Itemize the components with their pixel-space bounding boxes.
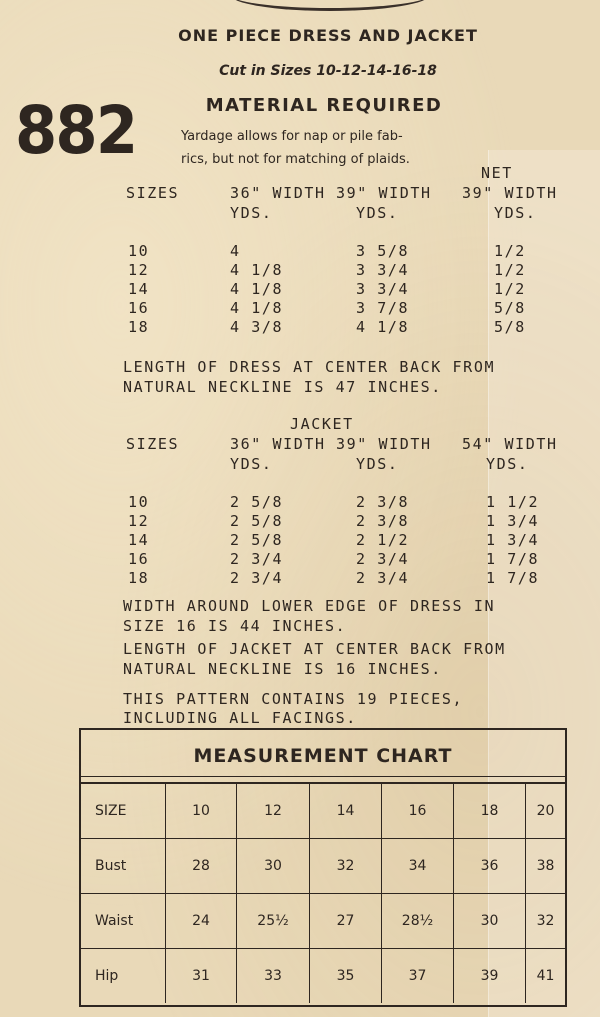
jacket-cell: 2 3/4 [230, 550, 284, 568]
jacket-cell: 2 3/4 [356, 550, 410, 568]
dress-cell: 4 1/8 [230, 280, 284, 298]
yardage-note-line2: rics, but not for matching of plaids. [181, 152, 410, 167]
measurement-chart [79, 728, 567, 1007]
table-cell: 18 [454, 783, 526, 839]
jacket-cell: 16 [128, 550, 150, 568]
dress-cell: 4 1/8 [356, 318, 410, 336]
jacket-note-2: SIZE 16 IS 44 INCHES. [123, 617, 347, 635]
cut-sizes: Cut in Sizes 10-12-14-16-18 [219, 63, 437, 79]
chart-divider [81, 776, 565, 777]
dress-header-39: 39" WIDTH [336, 184, 432, 202]
pattern-number: 882 [15, 92, 137, 169]
table-cell: 16 [382, 783, 454, 839]
table-cell: 33 [237, 949, 310, 1004]
table-cell: 20 [526, 783, 566, 839]
dress-cell: 10 [128, 242, 150, 260]
yardage-note-line1: Yardage allows for nap or pile fab- [181, 129, 403, 144]
jacket-note-6: INCLUDING ALL FACINGS. [123, 709, 357, 727]
jacket-note-5: THIS PATTERN CONTAINS 19 PIECES, [123, 690, 464, 708]
page-title: ONE PIECE DRESS AND JACKET [178, 26, 478, 45]
jacket-cell: 10 [128, 493, 150, 511]
dress-cell: 1/2 [494, 261, 526, 279]
table-row [81, 949, 565, 1004]
dress-cell: 4 3/8 [230, 318, 284, 336]
dress-cell: 4 1/8 [230, 261, 284, 279]
dress-cell: 3 5/8 [356, 242, 410, 260]
jacket-cell: 1 3/4 [486, 531, 540, 549]
row-label-size: SIZE [81, 783, 166, 839]
table-cell: 14 [310, 783, 382, 839]
table-cell: 28½ [382, 894, 454, 949]
jacket-unit-3: YDS. [486, 455, 529, 473]
dress-cell: 5/8 [494, 318, 526, 336]
jacket-header-sizes: SIZES [126, 435, 180, 453]
dress-header-39-net: 39" WIDTH [462, 184, 558, 202]
table-cell: 24 [166, 894, 237, 949]
jacket-header-36: 36" WIDTH [230, 435, 326, 453]
dress-cell: 16 [128, 299, 150, 317]
jacket-cell: 2 5/8 [230, 493, 284, 511]
dress-header-sizes: SIZES [126, 184, 180, 202]
dress-unit-2: YDS. [356, 204, 399, 222]
table-cell: 34 [382, 839, 454, 894]
table-cell: 38 [526, 839, 566, 894]
jacket-cell: 1 7/8 [486, 550, 540, 568]
jacket-unit-2: YDS. [356, 455, 399, 473]
yardage-note [181, 125, 410, 171]
table-cell: 37 [382, 949, 454, 1004]
dress-cell: 18 [128, 318, 150, 336]
dress-header-36: 36" WIDTH [230, 184, 326, 202]
decorative-arc [230, 0, 430, 11]
dress-cell: 5/8 [494, 299, 526, 317]
dress-unit-3: YDS. [494, 204, 537, 222]
table-cell: 32 [310, 839, 382, 894]
jacket-note-4: NATURAL NECKLINE IS 16 INCHES. [123, 660, 442, 678]
row-label-bust: Bust [81, 839, 166, 894]
table-row [81, 894, 565, 949]
table-cell: 39 [454, 949, 526, 1004]
table-cell: 27 [310, 894, 382, 949]
jacket-cell: 1 1/2 [486, 493, 540, 511]
table-cell: 41 [526, 949, 566, 1004]
dress-cell: 4 1/8 [230, 299, 284, 317]
table-row [81, 839, 565, 894]
table-cell: 10 [166, 783, 237, 839]
jacket-cell: 1 7/8 [486, 569, 540, 587]
dress-cell: 14 [128, 280, 150, 298]
dress-length-note-2: NATURAL NECKLINE IS 47 INCHES. [123, 378, 442, 396]
table-cell: 36 [454, 839, 526, 894]
row-label-hip: Hip [81, 949, 166, 1004]
table-cell: 35 [310, 949, 382, 1004]
jacket-header-39: 39" WIDTH [336, 435, 432, 453]
table-cell: 31 [166, 949, 237, 1004]
jacket-cell: 2 5/8 [230, 531, 284, 549]
dress-cell: 4 [230, 242, 241, 260]
jacket-cell: 14 [128, 531, 150, 549]
dress-length-note-1: LENGTH OF DRESS AT CENTER BACK FROM [123, 358, 496, 376]
table-cell: 30 [454, 894, 526, 949]
jacket-unit-1: YDS. [230, 455, 273, 473]
jacket-header-54: 54" WIDTH [462, 435, 558, 453]
table-cell: 32 [526, 894, 566, 949]
jacket-note-1: WIDTH AROUND LOWER EDGE OF DRESS IN [123, 597, 496, 615]
jacket-cell: 2 3/8 [356, 493, 410, 511]
table-cell: 28 [166, 839, 237, 894]
dress-cell: 12 [128, 261, 150, 279]
table-cell: 25½ [237, 894, 310, 949]
measurement-grid [81, 782, 565, 1003]
jacket-cell: 12 [128, 512, 150, 530]
material-heading: MATERIAL REQUIRED [205, 95, 443, 116]
net-label: NET [481, 164, 513, 182]
measurement-chart-title: MEASUREMENT CHART [193, 745, 453, 767]
dress-cell: 1/2 [494, 242, 526, 260]
jacket-cell: 2 3/4 [230, 569, 284, 587]
jacket-note-3: LENGTH OF JACKET AT CENTER BACK FROM [123, 640, 506, 658]
jacket-cell: 2 3/4 [356, 569, 410, 587]
row-label-waist: Waist [81, 894, 166, 949]
dress-cell: 1/2 [494, 280, 526, 298]
dress-cell: 3 7/8 [356, 299, 410, 317]
dress-unit-1: YDS. [230, 204, 273, 222]
jacket-cell: 1 3/4 [486, 512, 540, 530]
table-cell: 30 [237, 839, 310, 894]
jacket-cell: 18 [128, 569, 150, 587]
jacket-title: JACKET [290, 415, 354, 433]
jacket-cell: 2 1/2 [356, 531, 410, 549]
dress-cell: 3 3/4 [356, 261, 410, 279]
jacket-cell: 2 5/8 [230, 512, 284, 530]
dress-cell: 3 3/4 [356, 280, 410, 298]
table-row [81, 783, 565, 839]
table-cell: 12 [237, 783, 310, 839]
jacket-cell: 2 3/8 [356, 512, 410, 530]
